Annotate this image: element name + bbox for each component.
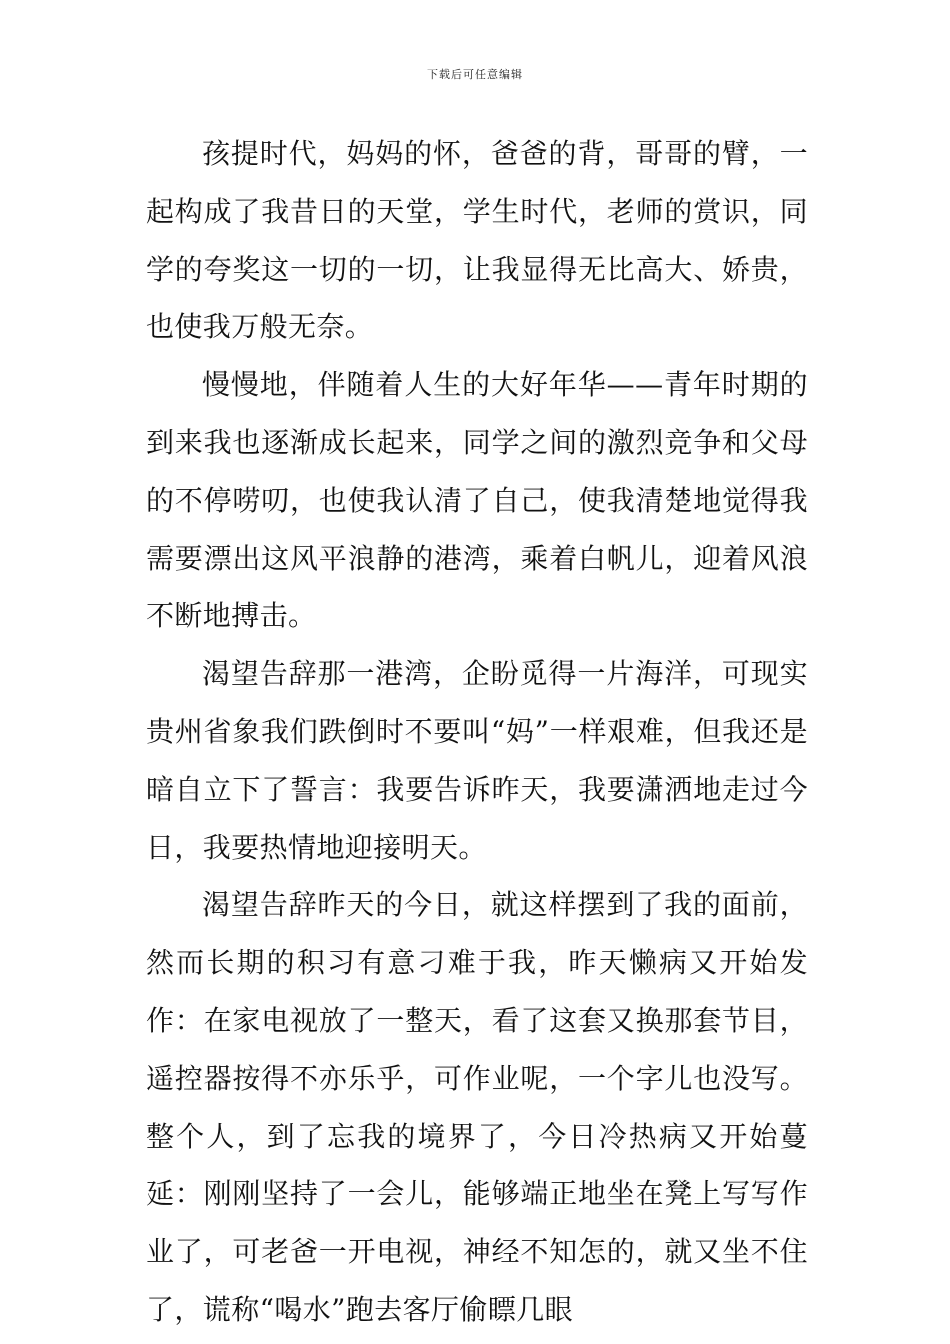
paragraph-4: 渴望告辞昨天的今日，就这样摆到了我的面前，然而长期的积习有意刁难于我，昨天懒病又开始发作：在家电视放了一整天，看了这套又换那套节目，遥控器按得不亦乐乎，可作业呢，一个字儿也没写。整个人，到了忘我的境界了，今日冷热病又开始蔓延：刚刚坚持了一会儿，能够端正地坐在凳上写写作业了，可老爸一开电视，神经不知怎的，就又坐不住了，谎称“喝水”跑去客厅偷瞟几眼 [146, 888, 808, 1326]
paragraph-1: 孩提时代，妈妈的怀，爸爸的背，哥哥的臂，一起构成了我昔日的天堂，学生时代，老师的赏识，同学的夸奖这一切的一切，让我显得无比高大、娇贵，也使我万般无奈。 [146, 137, 808, 344]
header-note: 下载后可任意编辑 [427, 68, 523, 81]
paragraph-2: 慢慢地，伴随着人生的大好年华——青年时期的到来我也逐渐成长起来，同学之间的激烈竞争和父母的不停唠叨，也使我认清了自己，使我清楚地觉得我需要漂出这风平浪静的港湾，乘着白帆儿，迎着风浪不断地搏击。 [146, 368, 808, 633]
paragraph-3: 渴望告辞那一港湾，企盼觅得一片海洋，可现实贵州省象我们跌倒时不要叫“妈”一样艰难，但我还是暗自立下了誓言：我要告诉昨天，我要潇洒地走过今日，我要热情地迎接明天。 [146, 657, 808, 864]
document-body [146, 125, 808, 1339]
